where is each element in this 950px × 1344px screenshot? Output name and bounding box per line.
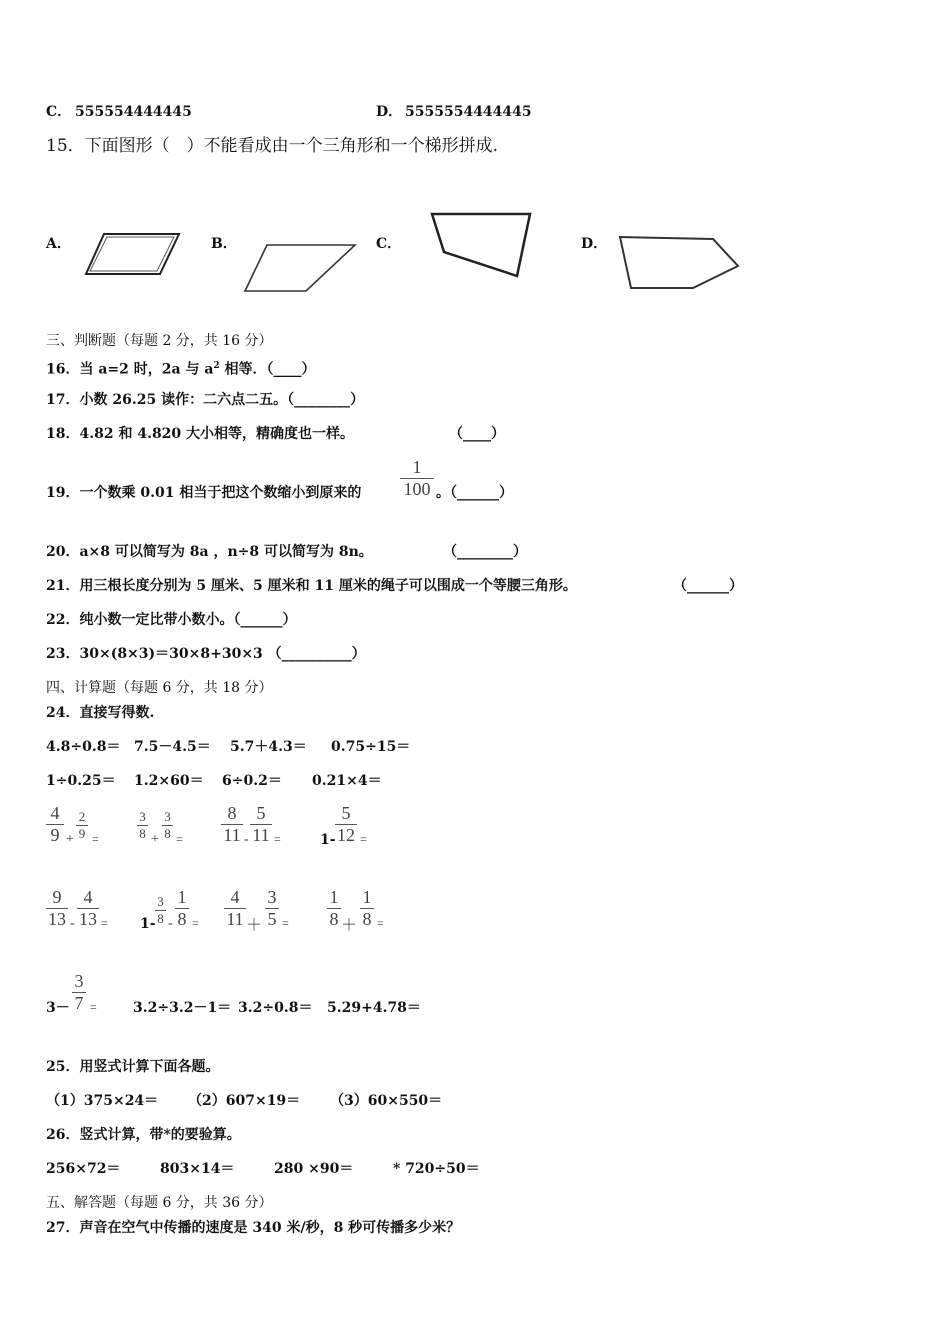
fraction: 3 8 [155, 895, 166, 926]
vertical-calc-item: 256×72＝ [46, 1161, 121, 1177]
operator: ＋ [341, 917, 358, 934]
fraction-one-hundredth [400, 458, 434, 499]
fraction: 9 13 [48, 887, 66, 929]
shape-c-quadrilateral [428, 210, 536, 282]
question-20-blank[interactable]: （________） [443, 544, 527, 560]
calc-item: 3.2÷3.2－1＝ [133, 1000, 232, 1016]
option-d-label: D． [376, 104, 403, 120]
question-16 [46, 357, 316, 379]
question-19-blank[interactable]: 。（______） [436, 485, 513, 501]
shape-d-pentagon [617, 234, 743, 292]
vertical-calc-item: 803×14＝ [160, 1161, 235, 1177]
equals: = [176, 832, 183, 846]
fraction: 2 9 [76, 810, 88, 841]
equals: = [90, 1000, 97, 1014]
calc-item: 7.5－4.5＝ [134, 739, 211, 755]
calc-item: 4.8÷0.8＝ [46, 739, 121, 755]
question-25: 25．用竖式计算下面各题。 [46, 1059, 220, 1075]
shape-a-parallelogram [84, 230, 184, 278]
question-15: 15．下面图形（ ）不能看成由一个三角形和一个梯形拼成. [46, 136, 499, 156]
fraction-numerator: 1 [412, 457, 422, 477]
question-18: 18．4.82 和 4.820 大小相等，精确度也一样。 [46, 426, 355, 442]
question-21-blank[interactable]: （______） [673, 578, 743, 594]
equals: = [377, 916, 384, 930]
shape-a-label: A． [46, 236, 71, 252]
fraction: 3 5 [265, 888, 279, 929]
calc-item: 1.2×60＝ [134, 773, 204, 789]
shape-d-label: D． [581, 236, 608, 252]
question-21: 21．用三根长度分别为 5 厘米、5 厘米和 11 厘米的绳子可以围成一个等腰三角形。 [46, 578, 577, 594]
vertical-calc-item: * 720÷50＝ [393, 1161, 480, 1177]
one-minus: 1- [320, 832, 336, 848]
operator: ＋ [246, 917, 263, 934]
fraction: 3 7 [72, 972, 86, 1013]
option-d-value: 5555554444445 [405, 104, 532, 120]
vertical-calc-item: （1）375×24＝ [46, 1093, 159, 1109]
vertical-calc-item: （3）60×550＝ [330, 1093, 443, 1109]
fraction: 4 11 [224, 888, 246, 929]
equals: = [101, 916, 108, 930]
equals: = [282, 916, 289, 930]
question-16-text: 16．当 a=2 时，2a 与 a [46, 361, 214, 378]
vertical-calc-item: （2）607×19＝ [188, 1093, 301, 1109]
shape-b-label: B． [211, 236, 237, 252]
question-26: 26．竖式计算，带*的要验算。 [46, 1127, 241, 1143]
fraction: 4 13 [79, 887, 97, 929]
question-17: 17．小数 26.25 读作：二六点二五。（________） [46, 392, 365, 408]
fraction: 5 12 [337, 803, 355, 845]
option-c-value: 555554444445 [75, 104, 192, 120]
operator: + [151, 832, 159, 847]
question-18-blank[interactable]: （____） [449, 426, 505, 442]
calc-item: 3.2÷0.8＝ [238, 1000, 313, 1016]
three-minus: 3－ [46, 1000, 70, 1016]
fraction: 3 8 [137, 810, 148, 841]
equals: = [274, 832, 281, 846]
operator: - [70, 916, 75, 931]
vertical-calc-item: 280 ×90＝ [274, 1161, 354, 1177]
question-16-exponent: 2 [213, 361, 220, 371]
option-c-label: C． [46, 104, 72, 120]
operator: - [244, 832, 249, 847]
equals: = [192, 916, 199, 930]
fraction: 1 8 [360, 888, 374, 929]
shape-c-label: C． [376, 236, 402, 252]
calc-item: 0.75÷15＝ [331, 739, 411, 755]
section-5-title: 五、解答题（每题 6 分，共 36 分） [46, 1195, 273, 1211]
fraction-denominator: 100 [403, 479, 431, 499]
calc-item: 6÷0.2＝ [222, 773, 282, 789]
fraction: 5 11 [250, 804, 272, 845]
fraction: 1 8 [175, 888, 189, 929]
question-19: 19．一个数乘 0.01 相当于把这个数缩小到原来的 [46, 485, 362, 501]
question-16-rest: 相等．（____） [219, 361, 316, 378]
question-27: 27．声音在空气中传播的速度是 340 米/秒，8 秒可传播多少米？ [46, 1220, 461, 1236]
section-4-title: 四、计算题（每题 6 分，共 18 分） [46, 680, 273, 696]
calc-item: 5.29+4.78＝ [327, 1000, 421, 1016]
operator: + [66, 832, 74, 847]
question-22: 22．纯小数一定比带小数小。（______） [46, 612, 297, 628]
calc-item: 0.21×4＝ [312, 773, 382, 789]
shape-b-parallelogram [242, 242, 358, 294]
one-minus: 1- [140, 916, 156, 932]
equals: = [92, 832, 99, 846]
section-3-title: 三、判断题（每题 2 分，共 16 分） [46, 333, 273, 349]
operator: - [168, 916, 173, 931]
fraction: 1 8 [327, 888, 341, 929]
question-20: 20．a×8 可以简写为 8a ，n÷8 可以简写为 8n。 [46, 544, 373, 560]
calc-item: 1÷0.25＝ [46, 773, 116, 789]
fraction: 3 8 [162, 810, 173, 841]
question-23: 23．30×(8×3)＝30×8+30×3 （__________） [46, 646, 366, 662]
question-24: 24．直接写得数. [46, 705, 155, 721]
fraction: 4 9 [46, 804, 64, 845]
calc-item: 5.7＋4.3＝ [230, 739, 307, 755]
fraction: 8 11 [221, 804, 243, 845]
equals: = [360, 832, 367, 846]
